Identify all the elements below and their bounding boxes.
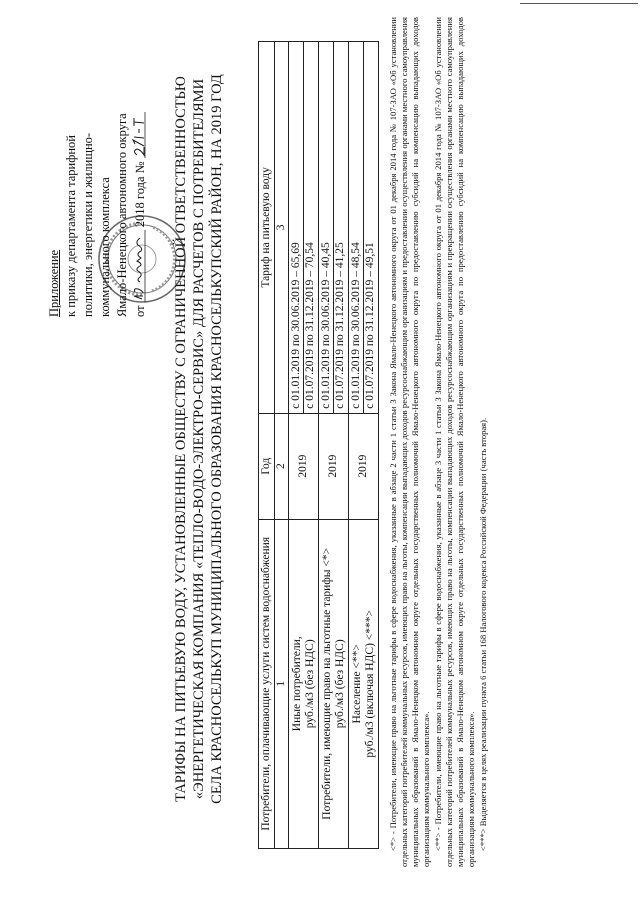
appendix-order-line [131,17,149,317]
appendix-line-2: политики, энергетики и жилищно- [81,132,95,317]
document-title [172,9,226,869]
consumer-category: Население <**> [350,644,363,724]
title-line-3: СЕЛА КРАСНОСЕЛЬКУП МУНИЦИПАЛЬНОГО ОБРАЗОВАНИЯ КРАСНОСЕЛЬКУПСКИЙ РАЙОН, НА 2019 ГОД [209,74,225,804]
appendix-from: от [133,305,147,317]
appendix-line-1: к приказу департамента тарифной [64,135,78,317]
consumer-category-cell [349,519,379,848]
appendix-block [46,17,149,317]
appendix-line-3: коммунального комплекса [98,177,112,317]
header-tariff: Тариф на питьевую воду [259,42,275,414]
consumer-category-cell [319,519,349,848]
header-year: Год [259,413,275,519]
appendix-title: Приложение [47,249,61,317]
footnote-2: <**> - Потребители, имеющие право на льготные тарифы в сфере водоснабжения, указанные в абзаце 3 части 1 статьи 3 Закона Ямало-Ненецкого автономного округа от 01 декабря 2014 года № 107-ЗАО «Об установлении отдельных категорий потребителей коммунальных ресурсов, имеющих право на льготы, компенсации выпадающих доходов ресурсоснабжающим организациям и прекращении осуществления органами местного самоуправления муниципальных образований в Ямало-Ненецком автономном округе отдельных государственных полномочий Ямало-Ненецкого автономного округа по предоставлению субсидий на компенсацию выпадающих доходов организациям коммунального комплекса». [433,17,476,867]
consumer-category: Иные потребители, [290,636,303,732]
consumer-unit: руб./м3 (включая НДС) <***> [363,610,376,758]
footnote-1: <*> - Потребители, имеющие право на льготные тарифы в сфере водоснабжения, указанные в абзаце 2 части 1 статьи 3 Закона Ямало-Ненецкого автономного округа от 01 декабря 2014 года № 107-ЗАО «Об установлении отдельных категорий потребителей коммунальных ресурсов, имеющих право на льготы, компенсации выпадающих доходов ресурсоснабжающим организациям и предоставлении осуществления органами местного самоуправления муниципальных образований в Ямало-Ненецком автономном округе отдельных государственных полномочий Ямало-Ненецкого автономного округа по предоставлению субсидий на компенсацию выпадающих доходов организациям коммунального комплекса». [388,17,431,867]
footnotes [388,17,490,867]
table-column-numbers-row [275,42,289,849]
title-line-2: «ЭНЕРГЕТИЧЕСКАЯ КОМПАНИЯ «ТЕПЛО-ВОДО-ЭЛЕКТРО-СЕРВИС» ДЛЯ РАСЧЕТОВ С ПОТРЕБИТЕЛЯМИ [191,78,207,800]
year-cell: 2019 [349,413,379,519]
handwritten-order-number [131,112,147,158]
year-cell: 2019 [319,413,349,519]
title-line-1: ТАРИФЫ НА ПИТЬЕВУЮ ВОДУ, УСТАНОВЛЕННЫЕ ОБЩЕСТВУ С ОГРАНИЧЕННОЙ ОТВЕТСТВЕННОСТЬЮ [173,76,189,802]
tariff-cell [349,42,379,414]
column-number: 1 [275,519,289,848]
header-consumers: Потребители, оплачивающие услуги систем водоснабжения [259,519,275,848]
footnote-3: <***> Выделяется в целях реализации пункта 6 статьи 168 Налогового кодекса Российской Федерации (часть вторая). [478,417,488,851]
consumer-unit: руб./м3 (без НДС) [333,639,346,729]
consumer-unit: руб./м3 (без НДС) [303,639,316,729]
tariff-cell [319,42,349,414]
table-row [319,42,349,849]
consumer-category-cell [289,519,319,848]
tariff-period: с 01.07.2019 по 31.12.2019 – 41,25 [334,242,346,409]
tariff-period: с 01.07.2019 по 31.12.2019 – 49,51 [364,242,376,409]
tariff-period: с 01.01.2019 по 30.06.2019 – 48,54 [350,42,364,413]
table-row [349,42,379,849]
column-number: 2 [275,413,289,519]
table-header-row [259,42,275,849]
tariff-period: с 01.07.2019 по 31.12.2019 – 70,54 [304,242,316,409]
table-row [289,42,319,849]
tariff-table [258,41,379,849]
appendix-line-4: Ямало-Ненецкого автономного округа [115,113,129,317]
handwritten-date [131,230,147,302]
column-number: 3 [275,42,289,414]
tariff-period: с 01.01.2019 по 30.06.2019 – 40,45 [320,42,334,413]
tariff-cell [289,42,319,414]
year-cell: 2019 [289,413,319,519]
tariff-period: с 01.01.2019 по 30.06.2019 – 65,69 [290,42,304,413]
consumer-category: Потребители, имеющие право на льготные тарифы <*> [320,547,333,820]
appendix-year: 2018 года № [133,161,147,228]
